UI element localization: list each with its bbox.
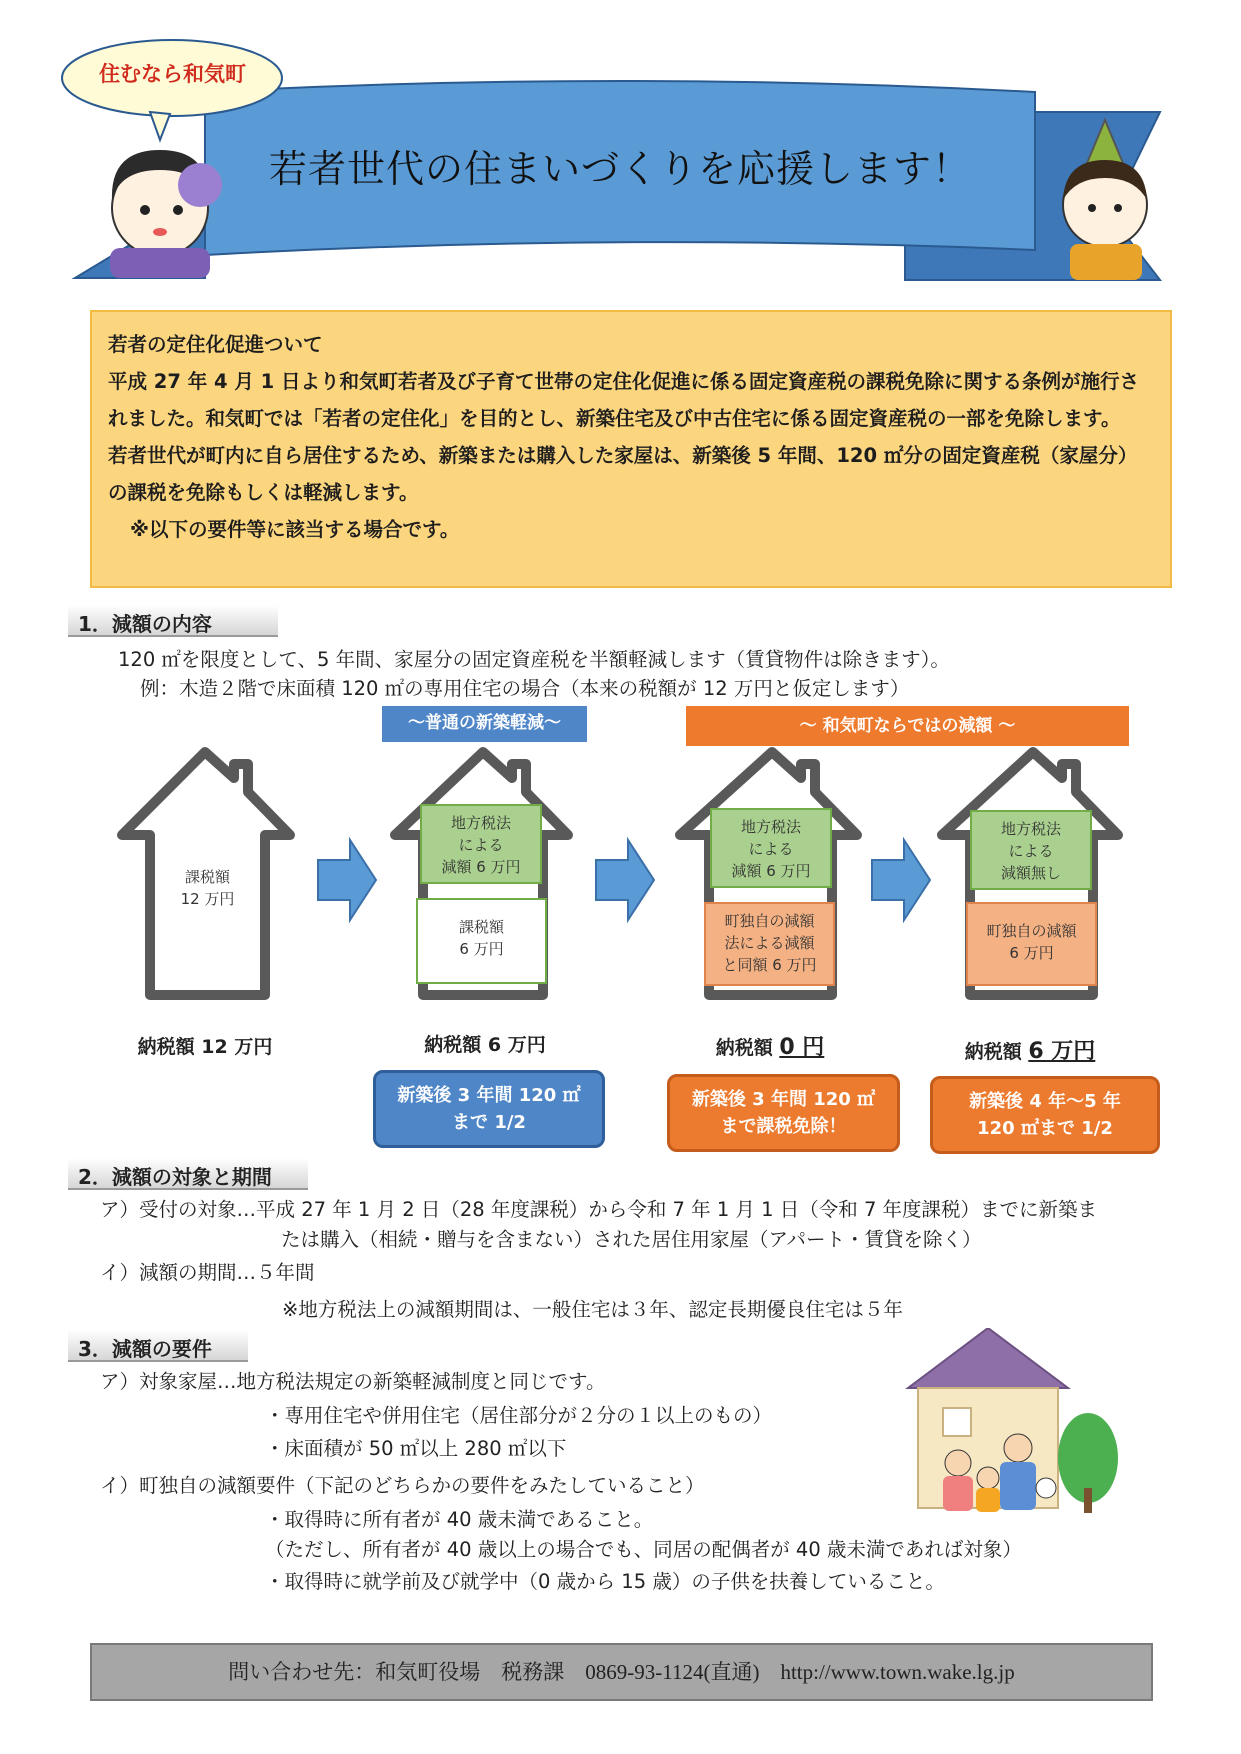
house2-taxable-box: 課税額 6 万円	[416, 898, 547, 984]
section2-a-line2: たは購入（相続・贈与を含まない）された居住用家屋（アパート・賃貸を除く）	[281, 1228, 982, 1251]
section3-a-line3: ・床面積が 50 ㎡以上 280 ㎡以下	[265, 1437, 567, 1460]
wake-reduction-label: ～ 和気町ならではの減額 ～	[686, 706, 1129, 746]
house4-note: 新築後 4 年～5 年 120 ㎡まで 1/2	[930, 1076, 1160, 1154]
intro-paragraph-1: 平成 27 年 4 月 1 日より和気町若者及び子育て世帯の定住化促進に係る固定資産税の課税免除に関する条例が施行されました。和気町では「若者の定住化」を目的とし、新築住宅及び中古住宅に係る固定資産税の一部を免除します。	[108, 370, 1140, 430]
section2-b-line2: ※地方税法上の減額期間は、一般住宅は３年、認定長期優良住宅は５年	[282, 1298, 903, 1321]
section3-b-line4: ・取得時に就学前及び就学中（0 歳から 15 歳）の子供を扶養していること。	[265, 1570, 945, 1593]
normal-reduction-label: ～普通の新築軽減～	[382, 706, 587, 742]
intro-paragraph-2: 若者世代が町内に自ら居住するため、新築または購入した家屋は、新築後 5 年間、120 ㎡分の固定資産税（家屋分）の課税を免除もしくは軽減します。	[108, 444, 1138, 504]
house3-pay-amount: 納税額 0 円	[715, 1035, 825, 1060]
section1-line1: 120 ㎡を限度として、5 年間、家屋分の固定資産税を半額軽減します（賃貸物件は除きます）。	[118, 648, 950, 671]
section3-b-line2: ・取得時に所有者が 40 歳未満であること。	[265, 1508, 654, 1531]
section3-b-line3: （ただし、所有者が 40 歳以上の場合でも、同居の配偶者が 40 歳未満であれば対象）	[265, 1538, 1022, 1561]
section2-a-line1: ア）受付の対象…平成 27 年 1 月 2 日（28 年度課税）から令和 7 年 1 月 1 日（令和 7 年度課税）までに新築ま	[100, 1198, 1098, 1221]
house3-town-reduction-box: 町独自の減額 法による減額 と同額 6 万円	[704, 902, 835, 986]
house4-town-reduction-box: 町独自の減額 6 万円	[966, 902, 1097, 986]
house3-note: 新築後 3 年間 120 ㎡ まで課税免除！	[667, 1074, 900, 1152]
section1-heading: 1．減額の内容	[78, 612, 212, 636]
princess-mascot-icon	[110, 150, 222, 278]
intro-heading: 若者の定住化促進ついて	[108, 333, 323, 356]
section3-a-line2: ・専用住宅や併用住宅（居住部分が２分の１以上のもの）	[265, 1404, 773, 1427]
house2-pay-amount: 納税額 6 万円	[424, 1034, 546, 1056]
section2-b-line1: イ）減額の期間…５年間	[100, 1261, 315, 1284]
arrow-right-icon-2	[596, 840, 654, 920]
house2-law-reduction-box: 地方税法 による 減額 6 万円	[420, 804, 542, 884]
section3-a-line1: ア）対象家屋…地方税法規定の新築軽減制度と同じです。	[100, 1370, 606, 1393]
section1-line2: 例：木造２階で床面積 120 ㎡の専用住宅の場合（本来の税額が 12 万円と仮定します）	[140, 677, 910, 700]
house1-pay-amount: 納税額 12 万円	[137, 1036, 273, 1058]
house4-law-reduction-box: 地方税法 による 減額無し	[970, 810, 1092, 890]
catchphrase-bubble: 住むなら和気町	[99, 62, 246, 86]
house4-pay-amount: 納税額 6 万円	[964, 1039, 1096, 1064]
intro-box	[90, 310, 1172, 588]
house1-label: 課税額 12 万円	[180, 868, 235, 908]
contact-footer: 問い合わせ先：和気町役場 税務課 0869-93-1124(直通) http://www.town.wake.lg.jp	[90, 1643, 1153, 1701]
arrow-icons	[318, 840, 930, 920]
family-house-illustration-icon	[888, 1328, 1128, 1516]
house2-note: 新築後 3 年間 120 ㎡ まで 1/2	[373, 1070, 605, 1148]
house3-law-reduction-box: 地方税法 による 減額 6 万円	[710, 808, 832, 888]
arrow-right-icon-1	[318, 840, 376, 920]
section2-heading: 2．減額の対象と期間	[78, 1165, 272, 1189]
section3-b-line1: イ）町独自の減額要件（下記のどちらかの要件をみたしていること）	[100, 1474, 705, 1497]
intro-paragraph-3: ※以下の要件等に該当する場合です。	[130, 518, 460, 541]
arrow-right-icon-3	[872, 840, 930, 920]
page-title: 若者世代の住まいづくりを応援します！	[268, 147, 971, 191]
section3-heading: 3．減額の要件	[78, 1337, 212, 1361]
